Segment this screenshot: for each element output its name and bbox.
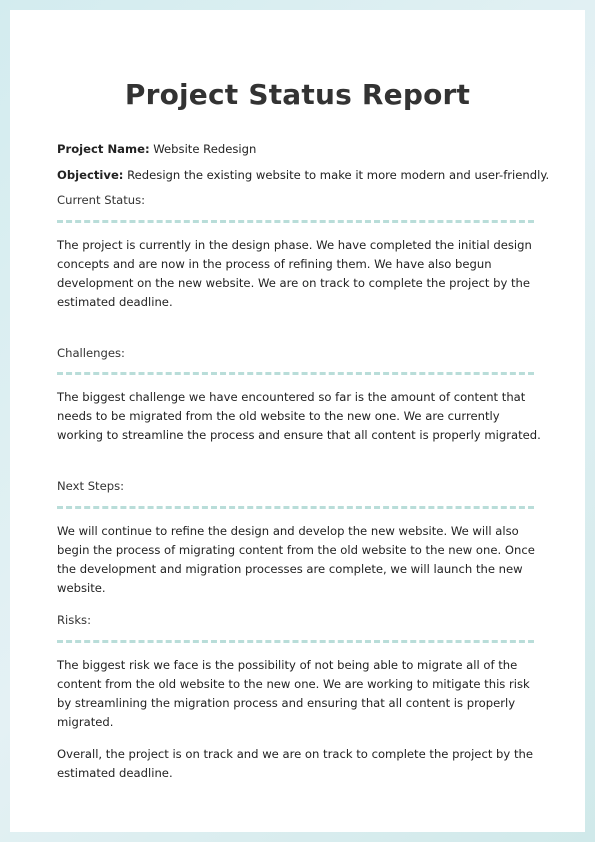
section-text-current-status: The project is currently in the design phase. We have completed the initial design concepts and are now in the process of refining them. We have also begun development on the new website. We are on track to complete the project by the estimated deadline. bbox=[57, 238, 532, 309]
section-text-challenges: The biggest challenge we have encountered so far is the amount of content that needs to be migrated from the old website to the new one. We are currently working to streamline the process and ensure that all content is properly migrated. bbox=[57, 390, 541, 442]
section-text-risks: The biggest risk we face is the possibility of not being able to migrate all of the content from the old website to the new one. We are working to mitigate this risk by streamlining the migration process and ensuring that all content is properly migrated. bbox=[57, 658, 530, 729]
project-name-line bbox=[57, 141, 256, 157]
section-text-next-steps: We will continue to refine the design and develop the new website. We will also begin the process of migrating content from the old website to the new one. Once the development and migration processes are complete, we will launch the new website. bbox=[57, 524, 535, 595]
project-name-value: Website Redesign bbox=[153, 142, 257, 156]
section-divider bbox=[57, 506, 534, 509]
objective-line bbox=[57, 167, 549, 183]
section-label-risks: Risks: bbox=[57, 613, 91, 627]
section-divider bbox=[57, 372, 534, 375]
summary-text: Overall, the project is on track and we are on track to complete the project by the estimated deadline. bbox=[57, 747, 533, 780]
section-label-next-steps: Next Steps: bbox=[57, 479, 125, 493]
section-divider bbox=[57, 640, 534, 643]
page-title: Project Status Report bbox=[124, 78, 471, 111]
project-name-label: Project Name: bbox=[57, 142, 150, 156]
section-label-current-status: Current Status: bbox=[57, 193, 146, 207]
document-page bbox=[10, 10, 585, 832]
section-divider bbox=[57, 220, 534, 223]
objective-value: Redesign the existing website to make it more modern and user-friendly. bbox=[127, 168, 550, 182]
objective-label: Objective: bbox=[57, 168, 124, 182]
section-label-challenges: Challenges: bbox=[57, 346, 125, 360]
